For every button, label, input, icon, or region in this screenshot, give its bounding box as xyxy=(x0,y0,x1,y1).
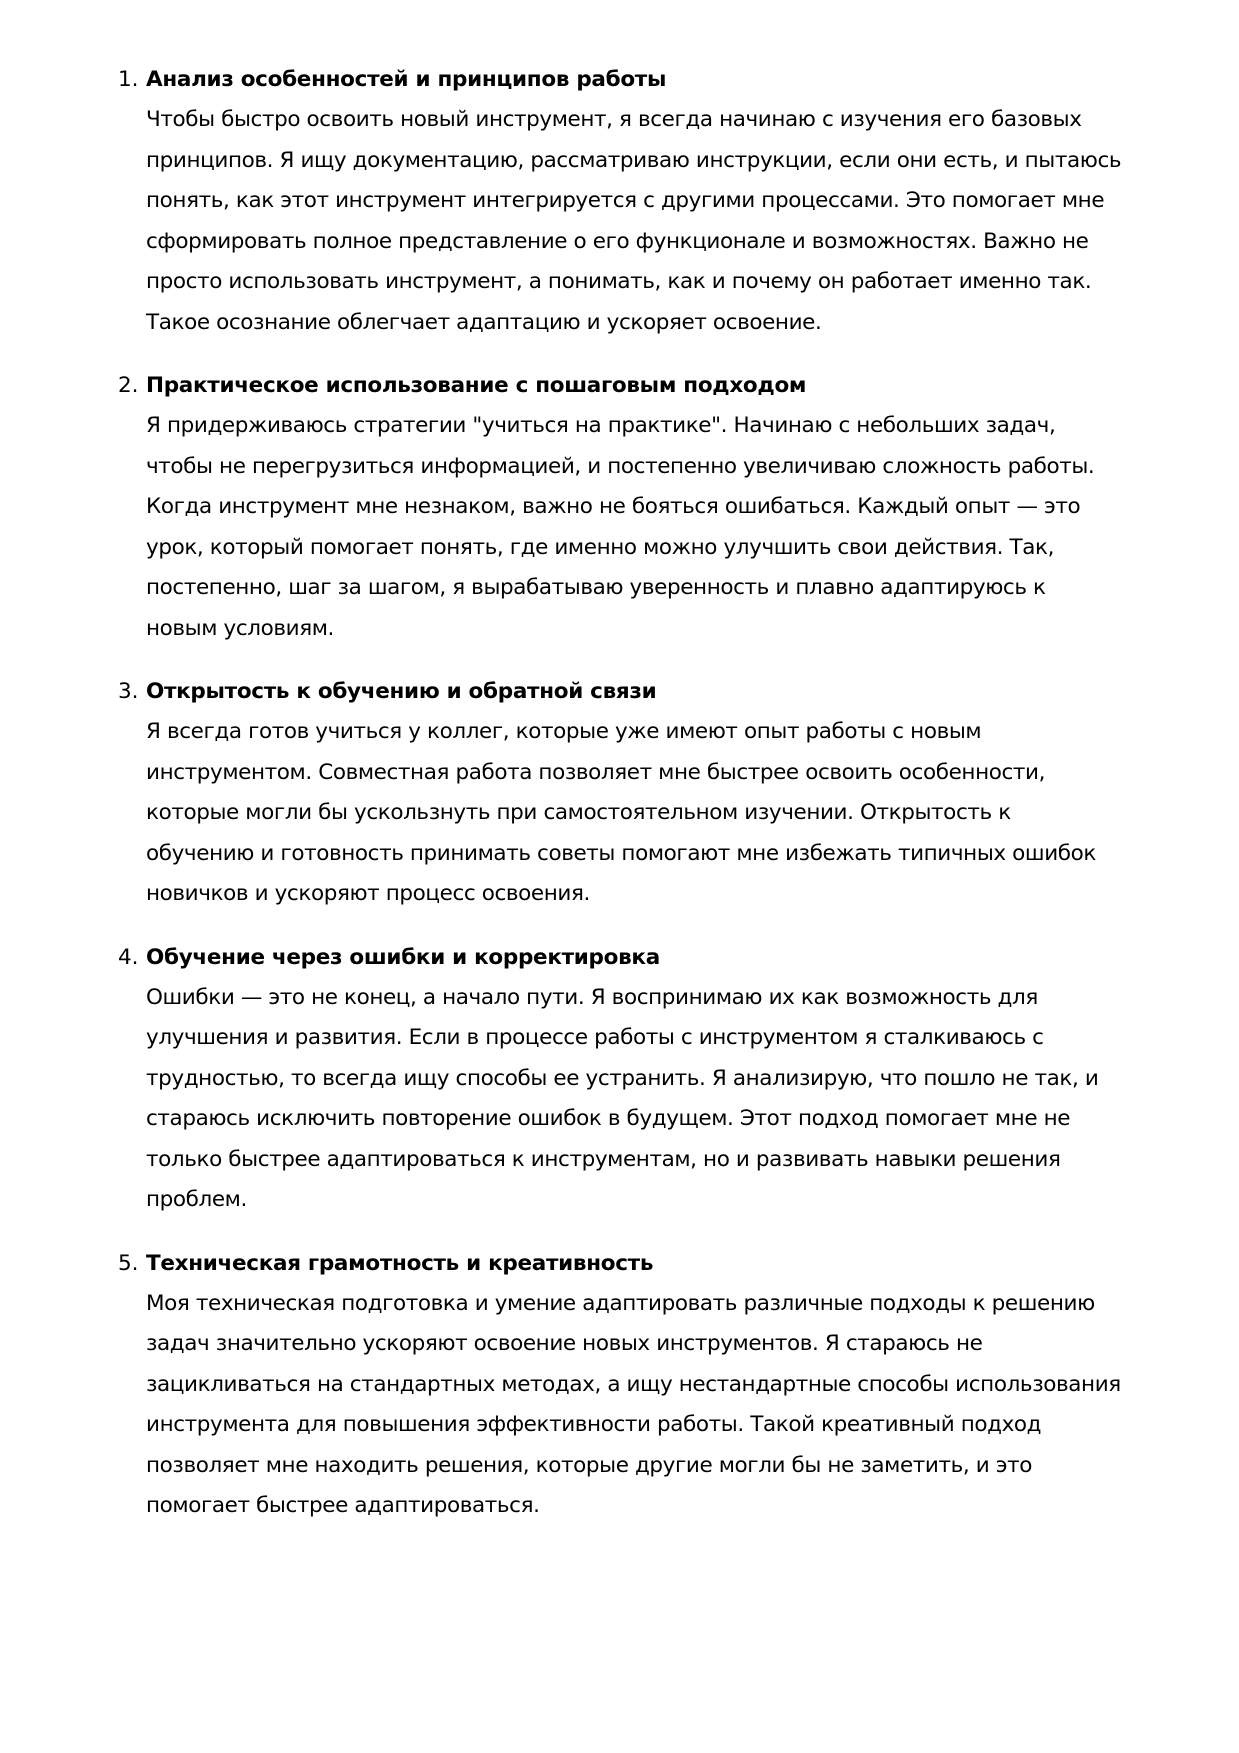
body-line: принципов. Я ищу документацию, рассматриваю инструкции, если они есть, и пытаюсь xyxy=(146,147,1122,173)
body-line: Я придерживаюсь стратегии "учиться на практике". Начинаю с небольших задач, xyxy=(146,413,1056,438)
body-line: позволяет мне находить решения, которые другие могли бы не заметить, и это xyxy=(146,1452,1033,1478)
list-item xyxy=(0,672,1179,915)
item-body xyxy=(146,406,1179,649)
body-line: инструментом. Совместная работа позволяет мне быстрее освоить особенности, xyxy=(146,759,1046,785)
body-line: которые могли бы ускользнуть при самостоятельном изучении. Открытость к xyxy=(146,800,1011,825)
body-line: постепенно, шаг за шагом, я вырабатываю уверенность и плавно адаптируюсь к xyxy=(146,575,1046,600)
body-line: новым условиям. xyxy=(146,615,334,641)
body-line: чтобы не перегрузиться информацией, и постепенно увеличиваю сложность работы. xyxy=(146,453,1095,479)
item-title: Техническая грамотность и креативность xyxy=(146,1250,654,1276)
body-line: инструмента для повышения эффективности работы. Такой креативный подход xyxy=(146,1412,1042,1437)
item-number: 1. xyxy=(118,67,139,92)
body-line: новичков и ускоряют процесс освоения. xyxy=(146,881,590,906)
item-number: 3. xyxy=(118,679,139,704)
item-body xyxy=(146,978,1179,1221)
body-line: задач значительно ускоряют освоение новых инструментов. Я стараюсь не xyxy=(146,1331,983,1356)
item-body xyxy=(146,1284,1179,1527)
body-line: стараюсь исключить повторение ошибок в будущем. Этот подход помогает мне не xyxy=(146,1106,1071,1131)
body-line: помогает быстрее адаптироваться. xyxy=(146,1493,540,1518)
item-body xyxy=(146,712,1179,915)
list-item xyxy=(0,366,1179,649)
body-line: обучению и готовность принимать советы помогают мне избежать типичных ошибок xyxy=(146,840,1096,866)
body-line: Моя техническая подготовка и умение адаптировать различные подходы к решению xyxy=(146,1290,1095,1316)
body-line: сформировать полное представление о его функционале и возможностях. Важно не xyxy=(146,228,1089,254)
body-line: просто использовать инструмент, а понимать, как и почему он работает именно так. xyxy=(146,269,1092,294)
body-line: трудностью, то всегда ищу способы ее устранить. Я анализирую, что пошло не так, и xyxy=(146,1065,1099,1091)
body-line: только быстрее адаптироваться к инструментам, но и развивать навыки решения xyxy=(146,1146,1061,1172)
item-title: Практическое использование с пошаговым подходом xyxy=(146,373,807,398)
item-number: 2. xyxy=(118,373,139,398)
body-line: урок, который помогает понять, где именно можно улучшить свои действия. Так, xyxy=(146,534,1055,560)
body-line: улучшения и развития. Если в процессе работы с инструментом я сталкиваюсь с xyxy=(146,1025,1044,1050)
body-line: проблем. xyxy=(146,1187,247,1212)
list-item xyxy=(0,1244,1179,1527)
body-line: зацикливаться на стандартных методах, а ищу нестандартные способы использования xyxy=(146,1371,1121,1397)
body-line: Чтобы быстро освоить новый инструмент, я всегда начинаю с изучения его базовых xyxy=(146,107,1082,132)
body-line: Ошибки — это не конец, а начало пути. Я воспринимаю их как возможность для xyxy=(146,984,1038,1010)
body-line: понять, как этот инструмент интегрируется с другими процессами. Это помогает мне xyxy=(146,188,1105,213)
item-title: Обучение через ошибки и корректировка xyxy=(146,944,660,970)
item-number: 4. xyxy=(118,944,139,970)
item-body xyxy=(146,100,1179,343)
body-line: Такое осознание облегчает адаптацию и ускоряет освоение. xyxy=(146,309,822,335)
body-line: Когда инструмент мне незнаком, важно не бояться ошибаться. Каждый опыт — это xyxy=(146,494,1081,519)
list-item xyxy=(0,938,1179,1221)
list-item xyxy=(0,60,1179,343)
item-number: 5. xyxy=(118,1250,139,1276)
item-title: Анализ особенностей и принципов работы xyxy=(146,67,667,92)
body-line: Я всегда готов учиться у коллег, которые уже имеют опыт работы с новым xyxy=(146,719,982,744)
numbered-list xyxy=(0,60,1179,1527)
item-title: Открытость к обучению и обратной связи xyxy=(146,679,657,704)
